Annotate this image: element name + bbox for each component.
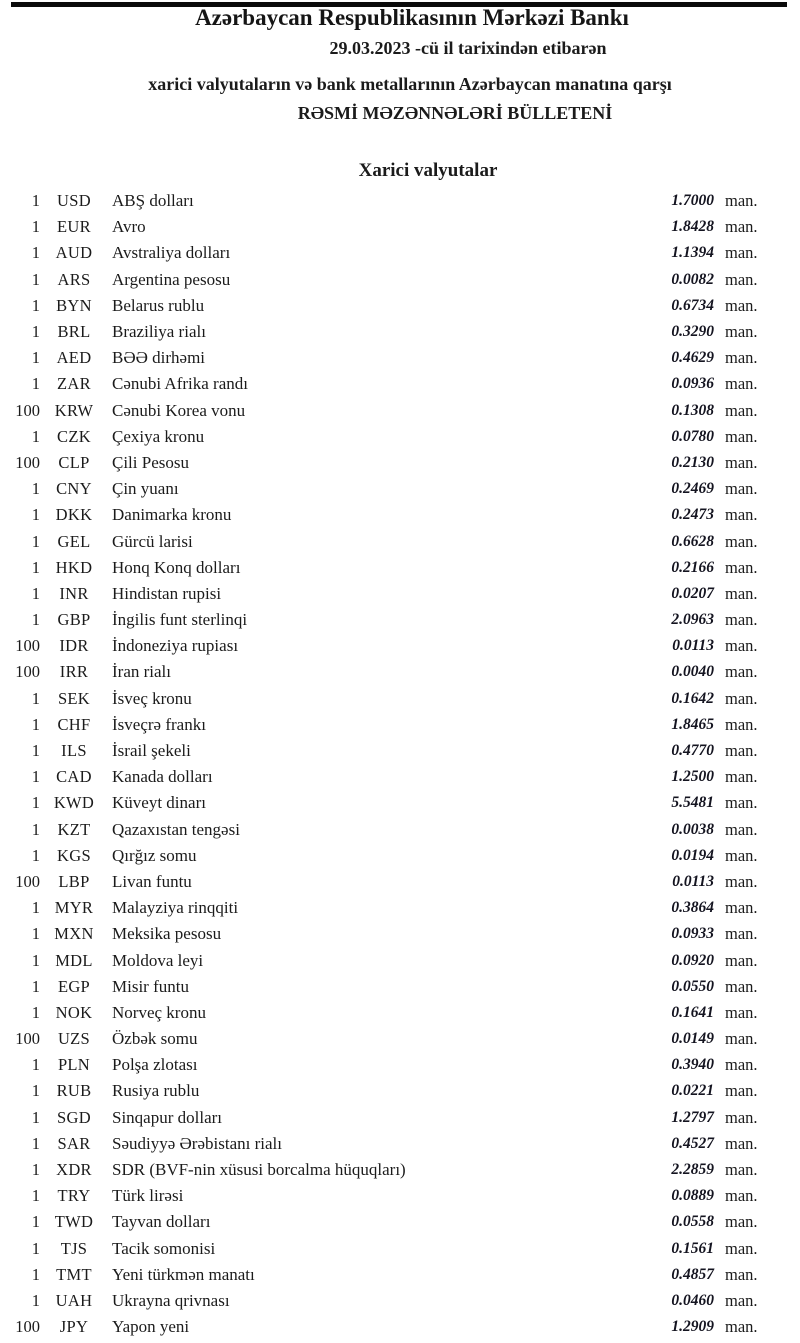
rate-value: 0.0936: [671, 375, 714, 393]
currency-code: CLP: [58, 452, 90, 472]
table-row: [0, 712, 800, 738]
currency-code: ZAR: [57, 374, 91, 394]
unit-label: man.: [725, 1107, 758, 1127]
unit-label: man.: [725, 1186, 758, 1206]
unit-label: man.: [725, 452, 758, 472]
rate-value: 0.0221: [671, 1082, 714, 1100]
currency-name: Gürcü larisi: [112, 531, 193, 551]
unit-label: man.: [725, 295, 758, 315]
section-title-foreign-currencies: Xarici valyutalar: [358, 160, 498, 181]
unit-label: man.: [725, 348, 758, 368]
quantity: 1: [31, 1160, 40, 1180]
quantity: 1: [31, 217, 40, 237]
rate-value: 0.0040: [671, 663, 714, 681]
unit-label: man.: [725, 688, 758, 708]
unit-label: man.: [725, 1290, 758, 1310]
table-row: [0, 1026, 800, 1052]
currency-name: SDR (BVF-nin xüsusi borcalma hüquqları): [112, 1160, 406, 1180]
rate-value: 1.2909: [671, 1318, 714, 1336]
table-row: [0, 398, 800, 424]
currency-code: GEL: [57, 531, 91, 551]
quantity: 1: [31, 505, 40, 525]
unit-label: man.: [725, 479, 758, 499]
currency-code: KRW: [54, 400, 94, 420]
table-row: [0, 1236, 800, 1262]
currency-name: Cənubi Korea vonu: [112, 400, 246, 420]
rate-value: 0.0149: [671, 1030, 714, 1048]
rate-value: 0.0558: [671, 1213, 714, 1231]
currency-code: RUB: [56, 1081, 92, 1101]
currency-name: Küveyt dinarı: [112, 793, 206, 813]
currency-name: ABŞ dolları: [112, 191, 194, 211]
currency-code: CAD: [56, 767, 92, 787]
unit-label: man.: [725, 1264, 758, 1284]
table-row: [0, 895, 800, 921]
currency-name: Hindistan rupisi: [112, 583, 222, 603]
rate-value: 5.5481: [671, 794, 714, 812]
rate-value: 0.0550: [671, 977, 714, 995]
table-row: [0, 1288, 800, 1314]
currency-code: ILS: [61, 741, 87, 761]
currency-name: İngilis funt sterlinqi: [112, 610, 248, 630]
quantity: 1: [31, 767, 40, 787]
rate-value: 1.8465: [671, 715, 714, 733]
rate-value: 0.2130: [671, 453, 714, 471]
unit-label: man.: [725, 610, 758, 630]
quantity: 100: [15, 636, 40, 656]
currency-name: Avro: [112, 217, 146, 237]
table-row: [0, 1131, 800, 1157]
quantity: 1: [31, 1290, 40, 1310]
quantity: 1: [31, 269, 40, 289]
currency-code: EGP: [57, 976, 91, 996]
unit-label: man.: [725, 322, 758, 342]
unit-label: man.: [725, 845, 758, 865]
table-row: [0, 738, 800, 764]
rate-value: 0.0207: [671, 584, 714, 602]
table-row: [0, 1078, 800, 1104]
unit-label: man.: [725, 924, 758, 944]
table-row: [0, 1105, 800, 1131]
unit-label: man.: [725, 1212, 758, 1232]
quantity: 1: [31, 1055, 40, 1075]
currency-code: HKD: [55, 557, 93, 577]
rate-value: 0.4857: [671, 1265, 714, 1283]
currency-name: Norveç kronu: [112, 1002, 206, 1022]
table-row: [0, 1262, 800, 1288]
unit-label: man.: [725, 1160, 758, 1180]
rate-value: 1.7000: [671, 192, 714, 210]
currency-name: Ukrayna qrivnası: [112, 1290, 230, 1310]
rate-value: 2.2859: [671, 1161, 714, 1179]
quantity: 1: [31, 348, 40, 368]
currency-code: PLN: [57, 1055, 91, 1075]
unit-label: man.: [725, 400, 758, 420]
table-row: [0, 476, 800, 502]
unit-label: man.: [725, 269, 758, 289]
quantity: 1: [31, 1107, 40, 1127]
currency-code: SAR: [57, 1133, 91, 1153]
unit-label: man.: [725, 871, 758, 891]
quantity: 1: [31, 1212, 40, 1232]
currency-name: Belarus rublu: [112, 295, 205, 315]
currency-code: UZS: [57, 1029, 91, 1049]
currency-code: CNY: [56, 479, 92, 499]
table-row: [0, 581, 800, 607]
unit-label: man.: [725, 1029, 758, 1049]
currency-name: Tacik somonisi: [112, 1238, 216, 1258]
currency-code: TJS: [60, 1238, 88, 1258]
quantity: 1: [31, 793, 40, 813]
currency-name: Argentina pesosu: [112, 269, 231, 289]
currency-name: Malayziya rinqqiti: [112, 898, 239, 918]
quantity: 1: [31, 295, 40, 315]
quantity: 1: [31, 845, 40, 865]
quantity: 1: [31, 741, 40, 761]
rate-value: 0.0920: [671, 951, 714, 969]
unit-label: man.: [725, 767, 758, 787]
currency-code: INR: [59, 583, 89, 603]
currency-name: Tayvan dolları: [112, 1212, 211, 1232]
unit-label: man.: [725, 898, 758, 918]
currency-name: Polşa zlotası: [112, 1055, 198, 1075]
currency-code: KWD: [53, 793, 95, 813]
quantity: 1: [31, 610, 40, 630]
currency-code: USD: [57, 191, 91, 211]
unit-label: man.: [725, 662, 758, 682]
table-row: [0, 267, 800, 293]
unit-label: man.: [725, 714, 758, 734]
quantity: 1: [31, 1186, 40, 1206]
rate-value: 0.0194: [671, 846, 714, 864]
rate-value: 0.1561: [671, 1239, 714, 1257]
currency-code: EUR: [57, 217, 91, 237]
currency-code: GBP: [57, 610, 91, 630]
currency-name: Çexiya kronu: [112, 426, 205, 446]
rate-value: 0.1642: [671, 689, 714, 707]
quantity: 1: [31, 924, 40, 944]
table-row: [0, 633, 800, 659]
unit-label: man.: [725, 583, 758, 603]
rate-value: 0.2473: [671, 506, 714, 524]
currency-code: TWD: [54, 1212, 94, 1232]
currency-code: MXN: [54, 924, 94, 944]
currency-name: İran rialı: [112, 662, 171, 682]
table-row: [0, 1157, 800, 1183]
currency-code: BYN: [56, 295, 92, 315]
rate-value: 0.4629: [671, 349, 714, 367]
rate-value: 0.1308: [671, 401, 714, 419]
rate-value: 0.4770: [671, 742, 714, 760]
rate-value: 0.1641: [671, 1003, 714, 1021]
currency-code: LBP: [58, 871, 90, 891]
rate-value: 1.1394: [671, 244, 714, 262]
rate-value: 1.2797: [671, 1108, 714, 1126]
currency-code: SEK: [57, 688, 91, 708]
currency-code: ARS: [57, 269, 91, 289]
currency-name: İsveçrə frankı: [112, 714, 206, 734]
exchange-rates-table: [0, 188, 800, 1340]
table-row: [0, 1052, 800, 1078]
currency-name: Avstraliya dolları: [112, 243, 231, 263]
currency-name: BƏƏ dirhəmi: [112, 348, 206, 368]
table-row: [0, 790, 800, 816]
quantity: 1: [31, 191, 40, 211]
table-row: [0, 188, 800, 214]
document-subtitle-2: RƏSMİ MƏZƏNNƏLƏRİ BÜLLETENİ: [297, 103, 613, 123]
quantity: 100: [15, 400, 40, 420]
unit-label: man.: [725, 1317, 758, 1337]
unit-label: man.: [725, 505, 758, 525]
table-row: [0, 764, 800, 790]
unit-label: man.: [725, 1081, 758, 1101]
unit-label: man.: [725, 243, 758, 263]
table-row: [0, 555, 800, 581]
currency-code: DKK: [55, 505, 93, 525]
table-row: [0, 947, 800, 973]
table-row: [0, 345, 800, 371]
unit-label: man.: [725, 1055, 758, 1075]
currency-code: SGD: [57, 1107, 91, 1127]
table-row: [0, 450, 800, 476]
currency-code: UAH: [55, 1290, 93, 1310]
currency-code: CHF: [57, 714, 91, 734]
table-row: [0, 817, 800, 843]
quantity: 100: [15, 662, 40, 682]
currency-name: Türk lirəsi: [112, 1186, 184, 1206]
quantity: 1: [31, 1081, 40, 1101]
document-title: Azərbaycan Respublikasının Mərkəzi Bankı: [195, 5, 629, 30]
rate-value: 0.6734: [671, 296, 714, 314]
currency-code: AED: [56, 348, 92, 368]
quantity: 100: [15, 1317, 40, 1337]
rate-value: 0.2166: [671, 558, 714, 576]
table-row: [0, 974, 800, 1000]
currency-name: Rusiya rublu: [112, 1081, 200, 1101]
unit-label: man.: [725, 557, 758, 577]
quantity: 1: [31, 898, 40, 918]
currency-name: Moldova leyi: [112, 950, 204, 970]
table-row: [0, 1000, 800, 1026]
quantity: 100: [15, 452, 40, 472]
rate-value: 0.0780: [671, 427, 714, 445]
currency-name: Misir funtu: [112, 976, 189, 996]
currency-name: Səudiyyə Ərəbistanı rialı: [112, 1133, 282, 1153]
currency-name: Meksika pesosu: [112, 924, 222, 944]
quantity: 1: [31, 479, 40, 499]
currency-code: XDR: [56, 1160, 92, 1180]
quantity: 1: [31, 557, 40, 577]
unit-label: man.: [725, 426, 758, 446]
quantity: 1: [31, 1002, 40, 1022]
table-row: [0, 1183, 800, 1209]
table-row: [0, 240, 800, 266]
unit-label: man.: [725, 1238, 758, 1258]
rate-value: 0.4527: [671, 1134, 714, 1152]
currency-code: IRR: [59, 662, 89, 682]
currency-name: Cənubi Afrika randı: [112, 374, 248, 394]
rate-value: 1.2500: [671, 768, 714, 786]
table-row: [0, 843, 800, 869]
quantity: 1: [31, 819, 40, 839]
unit-label: man.: [725, 1002, 758, 1022]
document-date-line: 29.03.2023 -cü il tarixindən etibarən: [329, 38, 607, 58]
currency-name: Danimarka kronu: [112, 505, 232, 525]
quantity: 1: [31, 950, 40, 970]
currency-code: AUD: [55, 243, 93, 263]
table-row: [0, 659, 800, 685]
rate-value: 0.0889: [671, 1187, 714, 1205]
rate-value: 0.0460: [671, 1291, 714, 1309]
table-row: [0, 1209, 800, 1235]
currency-code: NOK: [55, 1002, 93, 1022]
quantity: 1: [31, 1133, 40, 1153]
table-row: [0, 921, 800, 947]
unit-label: man.: [725, 217, 758, 237]
rate-value: 0.3290: [671, 323, 714, 341]
rate-value: 0.3940: [671, 1056, 714, 1074]
quantity: 1: [31, 714, 40, 734]
document-subtitle-1: xarici valyutaların və bank metallarının Azərbaycan manatına qarşı: [148, 74, 672, 94]
quantity: 1: [31, 243, 40, 263]
table-row: [0, 528, 800, 554]
table-row: [0, 607, 800, 633]
rate-value: 0.0113: [672, 872, 714, 890]
table-row: [0, 319, 800, 345]
rate-value: 0.2469: [671, 480, 714, 498]
unit-label: man.: [725, 819, 758, 839]
currency-code: MYR: [54, 898, 94, 918]
currency-code: CZK: [57, 426, 91, 446]
currency-name: İndoneziya rupiası: [112, 636, 239, 656]
table-row: [0, 214, 800, 240]
rate-value: 0.0038: [671, 820, 714, 838]
table-row: [0, 424, 800, 450]
unit-label: man.: [725, 950, 758, 970]
quantity: 1: [31, 531, 40, 551]
currency-name: İsrail şekeli: [112, 741, 191, 761]
table-row: [0, 293, 800, 319]
rate-value: 1.8428: [671, 218, 714, 236]
currency-name: Çin yuanı: [112, 479, 179, 499]
unit-label: man.: [725, 1133, 758, 1153]
quantity: 1: [31, 426, 40, 446]
rate-value: 0.6628: [671, 532, 714, 550]
currency-code: KZT: [57, 819, 91, 839]
table-row: [0, 869, 800, 895]
currency-code: JPY: [59, 1317, 89, 1337]
table-row: [0, 502, 800, 528]
currency-name: İsveç kronu: [112, 688, 192, 708]
currency-name: Yeni türkmən manatı: [112, 1264, 255, 1284]
currency-code: BRL: [57, 322, 91, 342]
rate-value: 2.0963: [671, 611, 714, 629]
quantity: 1: [31, 374, 40, 394]
currency-code: KGS: [57, 845, 91, 865]
table-row: [0, 1314, 800, 1340]
currency-name: Braziliya rialı: [112, 322, 206, 342]
unit-label: man.: [725, 741, 758, 761]
currency-code: IDR: [59, 636, 89, 656]
quantity: 1: [31, 688, 40, 708]
quantity: 1: [31, 976, 40, 996]
currency-name: Özbək somu: [112, 1029, 198, 1049]
unit-label: man.: [725, 636, 758, 656]
currency-name: Livan funtu: [112, 871, 192, 891]
currency-name: Yapon yeni: [112, 1317, 190, 1337]
quantity: 100: [15, 1029, 40, 1049]
quantity: 1: [31, 1264, 40, 1284]
unit-label: man.: [725, 531, 758, 551]
currency-code: MDL: [55, 950, 93, 970]
unit-label: man.: [725, 374, 758, 394]
currency-name: Kanada dolları: [112, 767, 213, 787]
table-row: [0, 371, 800, 397]
currency-code: TRY: [57, 1186, 91, 1206]
unit-label: man.: [725, 793, 758, 813]
rate-value: 0.3864: [671, 899, 714, 917]
unit-label: man.: [725, 191, 758, 211]
currency-code: TMT: [56, 1264, 92, 1284]
rate-value: 0.0082: [671, 270, 714, 288]
currency-name: Honq Konq dolları: [112, 557, 241, 577]
quantity: 1: [31, 583, 40, 603]
quantity: 1: [31, 322, 40, 342]
quantity: 1: [31, 1238, 40, 1258]
currency-name: Çili Pesosu: [112, 452, 189, 472]
currency-name: Qazaxıstan tengəsi: [112, 819, 240, 839]
table-row: [0, 686, 800, 712]
unit-label: man.: [725, 976, 758, 996]
rate-value: 0.0933: [671, 925, 714, 943]
currency-name: Qırğız somu: [112, 845, 197, 865]
currency-name: Sinqapur dolları: [112, 1107, 223, 1127]
rate-value: 0.0113: [672, 637, 714, 655]
quantity: 100: [15, 871, 40, 891]
